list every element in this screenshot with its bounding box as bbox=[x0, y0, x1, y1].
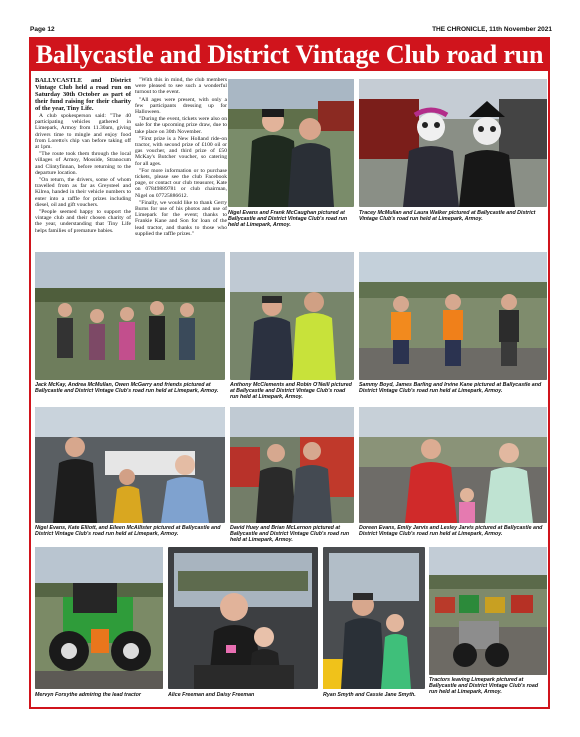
photo-mckay-group bbox=[35, 252, 225, 380]
photo-evans-mccaughan bbox=[228, 79, 354, 207]
photo-caption: Jack McKay, Andrea McMullan, Owen McGarry and friends pictured at Ballycastle and District Vintage Club's road run held at Limepark, Armoy. bbox=[35, 382, 219, 395]
paper-dateline: THE CHRONICLE, 11th November 2021 bbox=[432, 26, 552, 33]
photo-huey-mclernon bbox=[230, 407, 354, 523]
photo-caption: Mervyn Forsythe admiring the lead tractor bbox=[35, 692, 141, 698]
photo-alice-daisy-freeman bbox=[168, 547, 318, 689]
photo-evans-jarvis bbox=[359, 407, 547, 523]
article-paragraph: A club spokesperson said: "The 40 participating vehicles gathered in Limepark, Armoy from 11.30am, giving drivers time to mingle and enjoy food from Loretto's chip van before taking off at 1pm. bbox=[35, 113, 131, 151]
headline: Ballycastle and District Vintage Club road run bbox=[31, 39, 548, 71]
photo-caption: Nigel Evans and Frank McCaughan pictured at Ballycastle and District Vintage Club's road run held at Limepark, Armoy. bbox=[228, 210, 348, 229]
article-paragraph: "Finally, we would like to thank Gerry Burns for use of his photos and use of Limepark for the event; thanks to Frankie Kane and Son for loan of the lead tractor, and thanks to those who supplied the raffle prizes." bbox=[135, 199, 227, 237]
photo-caption: Doreen Evans, Emily Jarvis and Lesley Jarvis pictured at Ballycastle and District Vintage Club's road run held at Limepark, Armoy. bbox=[359, 525, 543, 538]
photo-tractors-leaving bbox=[429, 547, 547, 675]
page-header bbox=[30, 26, 552, 36]
article-lead: BALLYCASTLE and District Vintage Club held a road run on Saturday 30th October as part of their fund raising for their charity of the year, Tiny Life. bbox=[35, 77, 131, 112]
photo-mcmullan-walker bbox=[359, 79, 547, 207]
photo-caption: Sammy Boyd, James Barling and Irvine Kane pictured at Ballycastle and District Vintage Club's road run held at Limepark, Armoy. bbox=[359, 382, 542, 395]
photo-caption: Tracey McMullan and Laura Walker pictured at Ballycastle and District Vintage Club's road run held at Limepark, Armoy. bbox=[359, 210, 536, 223]
photo-forsythe-tractor bbox=[35, 547, 163, 689]
article-paragraph: "The route took them through the local villages of Armoy, Mosside, Stranocum and Clintyfinnan, before returning to the departure location. bbox=[35, 151, 131, 176]
article-paragraph: "With this in mind, the club members were pleased to see such a wonderful turnout to the event. bbox=[135, 77, 227, 96]
article-column-2 bbox=[135, 77, 227, 269]
article-paragraph: "For more information or to purchase tickets, please see the club Facebook page, or contact our club treasurer, Kate on 07849889781 or club chairman, Nigel on 07725886612. bbox=[135, 167, 227, 199]
photo-boyd-barling-kane bbox=[359, 252, 547, 380]
photo-smyth bbox=[323, 547, 425, 689]
photo-caption: Tractors leaving Limepark pictured at Ballycastle and District Vintage Club's road run held at Limepark, Armoy. bbox=[429, 677, 539, 696]
article-column-1 bbox=[35, 77, 131, 269]
article-paragraph: "People seemed happy to support the vintage club and their chosen charity of the year, understanding that Tiny Life helps families of premature babies. bbox=[35, 209, 131, 234]
article-paragraph: "During the event, tickets were also on sale for the upcoming prize draw, due to take place on 30th November. bbox=[135, 116, 227, 135]
photo-caption: Nigel Evans, Kate Elliott, and Eileen McAllister pictured at Ballycastle and District Vintage Club's road run held at Limepark, Armoy. bbox=[35, 525, 221, 538]
photo-caption: Alice Freeman and Daisy Freeman bbox=[168, 692, 255, 698]
article-paragraph: "First prize is a New Holland ride-on tractor, with second prize of £100 oil or gas voucher, and third prize of £50 McKay's Butcher voucher, so catering for all ages. bbox=[135, 135, 227, 167]
photo-evans-elliott-mcallister bbox=[35, 407, 225, 523]
article-paragraph: "All ages were present, with only a few participants dressing up for Halloween. bbox=[135, 96, 227, 116]
photo-caption: Anthony McClements and Robin O'Neill pictured at Ballycastle and District Vintage Club's road run held at Limepark, Armoy. bbox=[230, 382, 352, 401]
article-paragraph: "On return, the drivers, some of whom travelled from as far as Greysteel and Kilrea, handed in their vehicle numbers to enter into a raffle for prizes including diesel, oil and gift vouchers. bbox=[35, 177, 131, 208]
photo-caption: David Huey and Brian McLernon pictured at Ballycastle and District Vintage Club's road run held at Limepark, Armoy. bbox=[230, 525, 350, 544]
photo-caption: Ryan Smyth and Cassie Jane Smyth. bbox=[323, 692, 416, 698]
page-number: Page 12 bbox=[30, 26, 55, 33]
photo-mcclements-oneill bbox=[230, 252, 354, 380]
article-frame bbox=[29, 37, 550, 709]
